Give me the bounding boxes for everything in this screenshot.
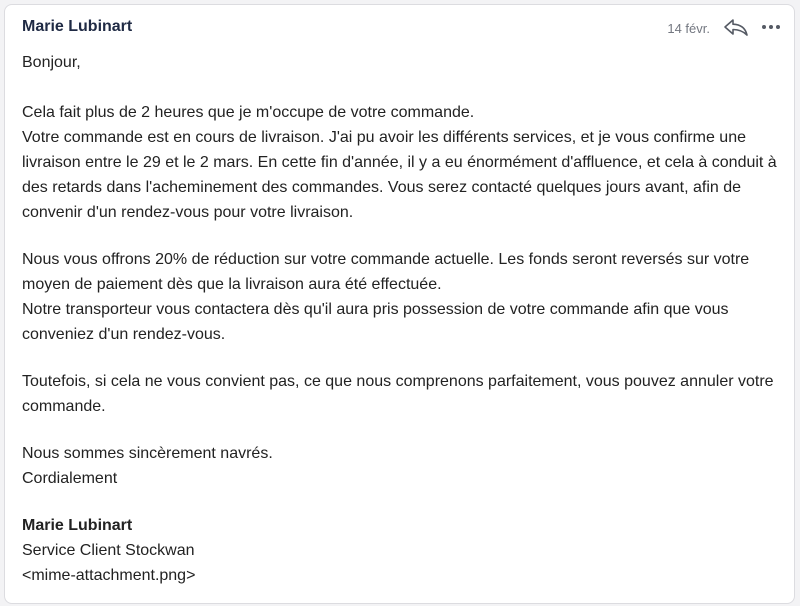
reply-icon: [723, 17, 749, 37]
paragraph-2-line-1: Nous vous offrons 20% de réduction sur votre commande actuelle. Les fonds seront reversés sur votre moyen de paiement dès que la livraison aura été effectuée.: [22, 251, 750, 293]
reply-button[interactable]: [721, 14, 751, 40]
email-header: [5, 5, 794, 49]
paragraph-2-line-2: Notre transporteur vous contactera dès qu'il aura pris possession de votre commande afin que vous conveniez d'un rendez-vous.: [22, 301, 729, 343]
email-message: [4, 4, 795, 604]
signature-company: Service Client Stockwan: [22, 542, 195, 559]
more-horizontal-icon: [761, 25, 782, 29]
signature-name: Marie Lubinart: [22, 517, 133, 534]
paragraph-1-line-2: Votre commande est en cours de livraison. J'ai pu avoir les différents services, et je vous confirme une livraison entre le 29 et le 2 mars. En cette fin d'année, il y a eu énormément d'affluence, et cela à conduit à des retards dans l'acheminement des commandes. Vous serez contacté quelques jours avant, afin de convenir d'un rendez-vous pour votre livraison.: [22, 129, 777, 221]
paragraph-3: Toutefois, si cela ne vous convient pas, ce que nous comprenons parfaitement, vous pouvez annuler votre commande.: [22, 373, 774, 415]
sender-name[interactable]: Marie Lubinart: [22, 18, 133, 35]
email-body: [22, 50, 782, 588]
greeting: Bonjour,: [22, 54, 81, 71]
more-options-button[interactable]: [758, 14, 784, 40]
closing-line-2: Cordialement: [22, 470, 118, 487]
email-date: 14 févr.: [667, 21, 710, 36]
paragraph-1-line-1: Cela fait plus de 2 heures que je m'occupe de votre commande.: [22, 104, 475, 121]
closing-line-1: Nous sommes sincèrement navrés.: [22, 445, 273, 462]
attachment-placeholder[interactable]: <mime-attachment.png>: [22, 567, 196, 584]
